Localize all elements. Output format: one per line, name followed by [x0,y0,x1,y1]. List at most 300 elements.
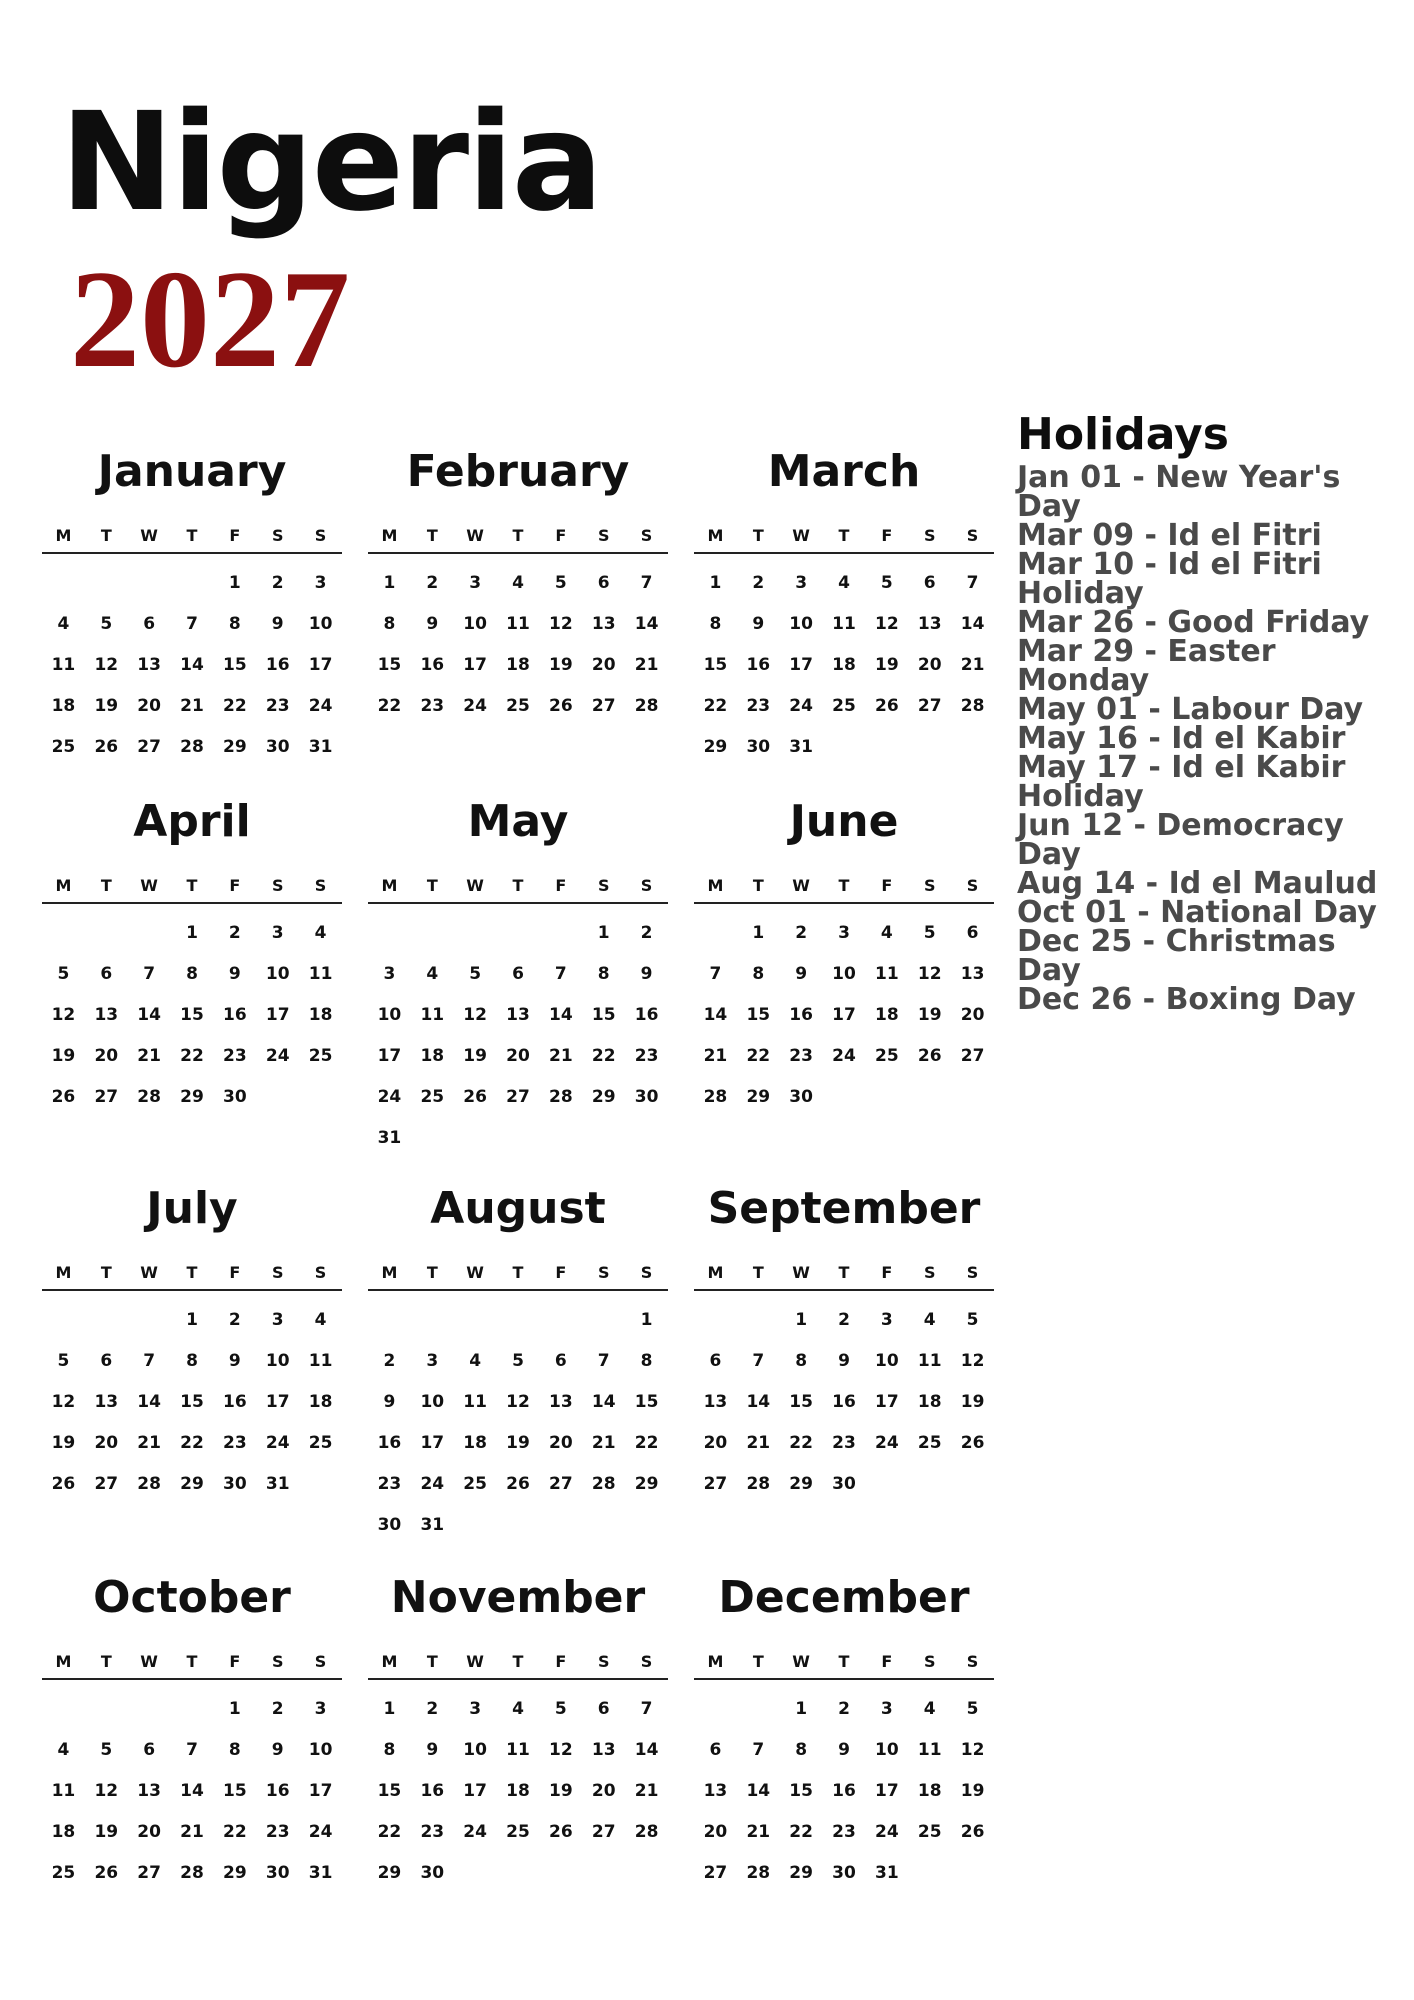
day-cell: 13 [549,1392,573,1412]
day-cell: 10 [463,614,487,634]
day-cell: 8 [186,964,198,984]
month-may [368,796,668,1164]
day-cell: 25 [308,1433,333,1453]
day-cell: 21 [137,1433,161,1453]
day-cell: 6 [554,1351,567,1371]
day-cell: 14 [960,614,985,634]
weekday-header: T [100,1651,112,1671]
day-cell: 7 [752,1740,765,1760]
month-august [368,1183,668,1551]
day-cell: 18 [875,1005,899,1025]
day-cell: 27 [703,1863,728,1883]
day-cell: 20 [591,655,616,675]
day-cell: 29 [223,1863,247,1883]
day-cell: 12 [463,1005,487,1025]
day-cell: 25 [917,1822,942,1842]
day-cell: 1 [795,1699,808,1719]
day-cell: 20 [703,1822,728,1842]
day-cell: 16 [634,1005,659,1025]
day-cell: 16 [223,1005,247,1025]
month-name: July [146,1183,238,1234]
day-cell: 21 [549,1046,573,1066]
day-cell: 8 [795,1351,808,1371]
day-cell: 2 [795,923,808,943]
day-cell: 30 [223,1087,247,1107]
day-cell: 8 [597,964,610,984]
day-cell: 30 [377,1515,402,1535]
day-cell: 7 [966,573,979,593]
day-cell: 15 [591,1005,616,1025]
day-cell: 4 [512,573,524,593]
day-cell: 21 [180,696,204,716]
day-cell: 17 [377,1046,402,1066]
day-cell: 26 [51,1087,76,1107]
day-cell: 26 [549,696,573,716]
day-cell: 4 [880,923,893,943]
day-cell: 3 [383,964,396,984]
weekday-header: S [966,525,979,545]
day-cell: 23 [223,1046,247,1066]
weekday-header: S [597,525,610,545]
day-cell: 22 [180,1433,204,1453]
weekday-header-row [42,1255,342,1291]
day-empty [368,1305,411,1346]
day-cell: 24 [420,1474,445,1494]
day-cell: 9 [383,1392,396,1412]
day-cell: 30 [832,1863,856,1883]
month-name: February [406,446,630,497]
weekday-header: T [752,525,764,545]
day-cell: 16 [746,655,771,675]
day-cell: 3 [838,923,850,943]
day-cell: 9 [795,964,808,984]
day-cell: 24 [377,1087,402,1107]
weekday-header: M [381,875,398,895]
day-cell: 4 [57,614,70,634]
day-cell: 1 [597,923,610,943]
day-cell: 21 [180,1822,204,1842]
day-cell: 29 [789,1863,813,1883]
holidays-title: Holidays [1017,409,1229,460]
day-cell: 23 [420,696,445,716]
day-cell: 4 [57,1740,70,1760]
day-cell: 23 [634,1046,659,1066]
day-cell: 8 [383,614,396,634]
day-cell: 15 [180,1005,204,1025]
day-cell: 28 [180,1863,204,1883]
weekday-header: W [792,1651,810,1671]
month-name: August [430,1183,606,1234]
day-empty [85,568,128,609]
day-cell: 10 [420,1392,445,1412]
day-cell: 9 [752,614,765,634]
month-name: November [390,1572,646,1623]
day-cell: 3 [469,573,482,593]
weekday-header: T [512,1651,524,1671]
month-name: June [789,796,899,847]
day-cell: 11 [917,1351,942,1371]
weekday-header: S [923,525,936,545]
weekday-header: S [923,875,936,895]
weekday-header: W [466,875,484,895]
day-cell: 27 [703,1474,728,1494]
day-cell: 5 [554,573,567,593]
day-cell: 30 [223,1474,247,1494]
day-cell: 26 [51,1474,76,1494]
day-cell: 19 [463,1046,487,1066]
weekday-header: M [707,525,724,545]
day-cell: 30 [265,1863,290,1883]
day-cell: 9 [228,964,241,984]
day-cell: 21 [960,655,985,675]
weekday-header: S [597,1262,610,1282]
day-cell: 2 [383,1351,396,1371]
month-november [368,1572,668,1899]
day-cell: 16 [420,1781,445,1801]
day-cell: 22 [223,696,247,716]
weekday-header: F [555,1651,567,1671]
day-cell: 23 [832,1822,856,1842]
day-cell: 19 [549,1781,573,1801]
weekday-header: T [186,875,198,895]
holiday-item: Dec 25 - Christmas Day [1017,924,1336,988]
day-cell: 31 [789,737,813,757]
weekday-header: S [966,875,979,895]
day-cell: 23 [420,1822,445,1842]
day-cell: 7 [597,1351,610,1371]
weekday-header: W [140,525,158,545]
day-grid [368,1291,668,1551]
day-cell: 16 [832,1392,856,1412]
day-cell: 22 [746,1046,771,1066]
day-empty [539,918,582,959]
day-cell: 16 [265,655,290,675]
day-cell: 26 [463,1087,487,1107]
day-cell: 29 [634,1474,659,1494]
holidays-panel [1017,409,1397,1017]
day-cell: 16 [223,1392,247,1412]
day-grid [42,554,342,773]
day-cell: 19 [960,1392,985,1412]
weekday-header: S [597,1651,610,1671]
day-cell: 14 [746,1392,771,1412]
day-cell: 24 [308,1822,333,1842]
day-cell: 4 [314,923,327,943]
day-cell: 17 [463,1781,487,1801]
day-cell: 11 [51,655,76,675]
day-empty [694,1694,737,1735]
day-cell: 10 [308,614,333,634]
day-cell: 3 [880,1310,893,1330]
day-cell: 14 [703,1005,728,1025]
day-cell: 1 [228,573,241,593]
day-cell: 8 [383,1740,396,1760]
day-empty [497,1305,540,1346]
weekday-header: T [426,1262,438,1282]
day-cell: 18 [506,1781,530,1801]
day-cell: 27 [94,1087,119,1107]
weekday-header: T [426,1651,438,1671]
day-cell: 28 [137,1474,161,1494]
day-cell: 20 [960,1005,985,1025]
day-cell: 7 [143,964,156,984]
weekday-header: W [140,1262,158,1282]
day-cell: 27 [591,696,616,716]
day-cell: 11 [506,1740,530,1760]
weekday-header: F [229,525,241,545]
day-cell: 6 [709,1351,722,1371]
day-cell: 12 [94,1781,119,1801]
day-cell: 1 [383,1699,396,1719]
day-empty [171,568,214,609]
day-cell: 3 [795,573,808,593]
day-cell: 26 [94,1863,119,1883]
day-cell: 24 [789,696,813,716]
day-cell: 29 [377,1863,402,1883]
day-grid [368,554,668,732]
day-cell: 20 [137,696,161,716]
day-cell: 25 [875,1046,899,1066]
day-cell: 30 [789,1087,813,1107]
day-cell: 15 [180,1392,204,1412]
weekday-header: T [426,525,438,545]
day-cell: 2 [640,923,653,943]
day-cell: 14 [180,1781,204,1801]
month-name: September [707,1183,981,1234]
weekday-header-row [42,1644,342,1680]
day-cell: 28 [746,1863,771,1883]
weekday-header: M [55,1651,72,1671]
day-cell: 12 [960,1740,985,1760]
day-empty [368,918,411,959]
day-cell: 23 [377,1474,402,1494]
weekday-header: T [752,1651,764,1671]
holiday-item: Mar 09 - Id el Fitri [1017,518,1322,553]
day-cell: 11 [420,1005,445,1025]
day-cell: 16 [832,1781,856,1801]
weekday-header: S [640,1262,653,1282]
day-cell: 19 [875,655,899,675]
year-heading: 2027 [70,242,350,397]
day-cell: 7 [186,614,198,634]
day-empty [42,1694,85,1735]
month-march [694,446,994,773]
day-empty [85,1694,128,1735]
day-cell: 21 [703,1046,728,1066]
day-cell: 17 [832,1005,856,1025]
day-cell: 10 [875,1740,899,1760]
day-cell: 16 [789,1005,813,1025]
day-empty [411,918,454,959]
day-grid [368,1680,668,1899]
weekday-header-row [42,518,342,554]
holiday-item: May 01 - Labour Day [1017,692,1364,727]
day-cell: 12 [51,1392,76,1412]
weekday-header: T [838,1262,850,1282]
holiday-item: May 16 - Id el Kabir [1017,721,1346,756]
holiday-list [1017,460,1397,1017]
day-cell: 6 [512,964,524,984]
day-cell: 6 [143,1740,156,1760]
day-grid [694,1291,994,1510]
weekday-header: T [186,1651,198,1671]
day-cell: 8 [709,614,722,634]
day-cell: 24 [832,1046,856,1066]
weekday-header: F [881,875,893,895]
day-empty [128,918,171,959]
day-cell: 18 [308,1392,333,1412]
day-cell: 9 [271,614,284,634]
day-cell: 17 [463,655,487,675]
day-cell: 20 [917,655,942,675]
day-cell: 18 [917,1392,942,1412]
day-cell: 20 [94,1046,119,1066]
day-cell: 3 [314,573,327,593]
day-cell: 6 [100,964,113,984]
day-cell: 2 [426,573,439,593]
day-cell: 15 [223,1781,247,1801]
day-cell: 29 [223,737,247,757]
day-cell: 9 [838,1740,850,1760]
day-cell: 27 [94,1474,119,1494]
weekday-header: S [314,1651,327,1671]
day-cell: 8 [186,1351,198,1371]
day-cell: 3 [271,1310,284,1330]
day-cell: 1 [186,923,198,943]
weekday-header: S [314,1262,327,1282]
day-cell: 20 [137,1822,161,1842]
day-cell: 11 [832,614,856,634]
day-cell: 28 [634,1822,659,1842]
day-cell: 3 [426,1351,439,1371]
day-cell: 10 [789,614,813,634]
day-cell: 4 [923,1310,936,1330]
day-cell: 12 [960,1351,985,1371]
weekday-header: F [555,525,567,545]
weekday-header: T [512,1262,524,1282]
day-cell: 19 [960,1781,985,1801]
weekday-header: M [707,875,724,895]
day-cell: 28 [180,737,204,757]
weekday-header: S [923,1651,936,1671]
day-cell: 6 [100,1351,113,1371]
day-empty [128,1694,171,1735]
weekday-header: M [707,1651,724,1671]
day-cell: 25 [51,737,76,757]
day-cell: 17 [420,1433,445,1453]
day-cell: 26 [94,737,119,757]
day-cell: 26 [549,1822,573,1842]
day-empty [737,1305,780,1346]
day-cell: 28 [137,1087,161,1107]
holiday-item: May 17 - Id el Kabir Holiday [1017,750,1346,814]
day-cell: 29 [180,1087,204,1107]
month-october [42,1572,342,1899]
day-cell: 6 [709,1740,722,1760]
day-cell: 31 [265,1474,290,1494]
day-cell: 13 [591,614,616,634]
month-name: May [467,796,569,847]
day-cell: 13 [703,1392,728,1412]
day-cell: 22 [377,1822,402,1842]
day-cell: 17 [875,1781,899,1801]
day-cell: 31 [308,1863,333,1883]
day-cell: 6 [143,614,156,634]
day-cell: 14 [137,1392,161,1412]
day-cell: 2 [426,1699,439,1719]
day-cell: 6 [597,1699,610,1719]
day-cell: 21 [634,1781,659,1801]
day-cell: 19 [51,1433,76,1453]
day-cell: 10 [265,964,290,984]
day-cell: 3 [271,923,284,943]
day-cell: 17 [308,655,333,675]
day-cell: 5 [880,573,893,593]
day-cell: 6 [966,923,979,943]
day-cell: 23 [223,1433,247,1453]
day-cell: 19 [94,696,119,716]
weekday-header: F [555,875,567,895]
day-cell: 17 [875,1392,899,1412]
day-cell: 4 [426,964,439,984]
day-grid [694,554,994,773]
day-cell: 12 [94,655,119,675]
weekday-header: T [838,875,850,895]
day-cell: 27 [917,696,942,716]
day-cell: 4 [512,1699,524,1719]
day-empty [411,1305,454,1346]
day-cell: 7 [640,1699,653,1719]
day-cell: 22 [223,1822,247,1842]
day-cell: 2 [271,1699,284,1719]
day-cell: 23 [789,1046,813,1066]
day-cell: 16 [377,1433,402,1453]
day-cell: 25 [917,1433,942,1453]
day-cell: 18 [51,696,76,716]
day-cell: 27 [549,1474,573,1494]
weekday-header: S [966,1651,979,1671]
day-cell: 24 [308,696,333,716]
day-cell: 28 [960,696,985,716]
day-cell: 31 [377,1128,402,1148]
holiday-item: Oct 01 - National Day [1017,895,1377,930]
holiday-item: Dec 26 - Boxing Day [1017,982,1356,1017]
day-cell: 10 [308,1740,333,1760]
month-name: October [93,1572,291,1623]
weekday-header-row [368,1644,668,1680]
weekday-header: M [381,1651,398,1671]
day-cell: 15 [377,655,402,675]
weekday-header: W [466,1651,484,1671]
day-cell: 4 [923,1699,936,1719]
day-cell: 20 [94,1433,119,1453]
weekday-header: T [752,875,764,895]
weekday-header: M [707,1262,724,1282]
day-cell: 5 [469,964,482,984]
day-cell: 14 [549,1005,573,1025]
day-cell: 8 [795,1740,808,1760]
day-cell: 18 [420,1046,445,1066]
day-cell: 29 [789,1474,813,1494]
weekday-header: T [426,875,438,895]
weekday-header-row [694,1644,994,1680]
day-cell: 20 [549,1433,573,1453]
day-empty [128,568,171,609]
day-cell: 27 [137,1863,161,1883]
day-cell: 18 [832,655,856,675]
day-cell: 5 [923,923,936,943]
holiday-item: Jan 01 - New Year's Day [1017,460,1341,524]
